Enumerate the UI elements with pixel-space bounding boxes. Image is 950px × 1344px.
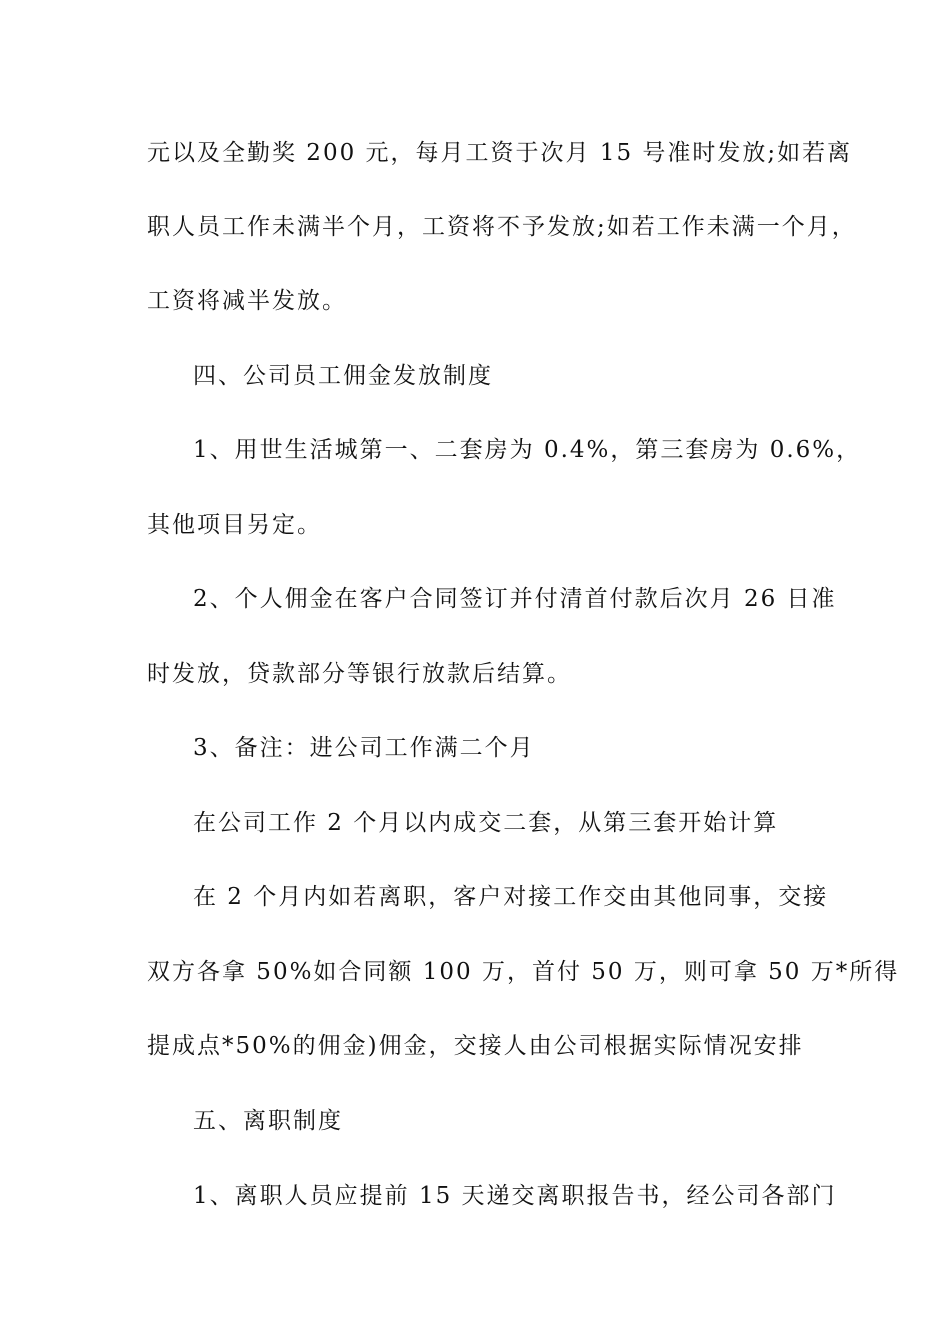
text-line: 1、离职人员应提前 15 天递交离职报告书，经公司各部门 xyxy=(193,1183,837,1209)
text-line: 元以及全勤奖 200 元，每月工资于次月 15 号准时发放;如若离 xyxy=(147,140,853,166)
text-line: 2、个人佣金在客户合同签订并付清首付款后次月 26 日准 xyxy=(193,586,837,612)
text-line: 3、备注：进公司工作满二个月 xyxy=(193,735,535,761)
text-line: 时发放，贷款部分等银行放款后结算。 xyxy=(147,661,572,687)
text-line: 其他项目另定。 xyxy=(147,512,322,538)
text-line: 工资将减半发放。 xyxy=(147,288,347,314)
section-heading: 四、公司员工佣金发放制度 xyxy=(193,363,493,389)
text-line: 双方各拿 50%如合同额 100 万，首付 50 万，则可拿 50 万*所得 xyxy=(147,959,900,985)
text-line: 1、用世生活城第一、二套房为 0.4%，第三套房为 0.6%， xyxy=(193,437,862,463)
text-line: 提成点*50%的佣金)佣金，交接人由公司根据实际情况安排 xyxy=(147,1033,804,1059)
section-heading: 五、离职制度 xyxy=(193,1108,343,1134)
text-line: 在 2 个月内如若离职，客户对接工作交由其他同事，交接 xyxy=(193,884,829,910)
text-line: 职人员工作未满半个月，工资将不予发放;如若工作未满一个月， xyxy=(147,214,857,240)
text-line: 在公司工作 2 个月以内成交二套，从第三套开始计算 xyxy=(193,810,779,836)
